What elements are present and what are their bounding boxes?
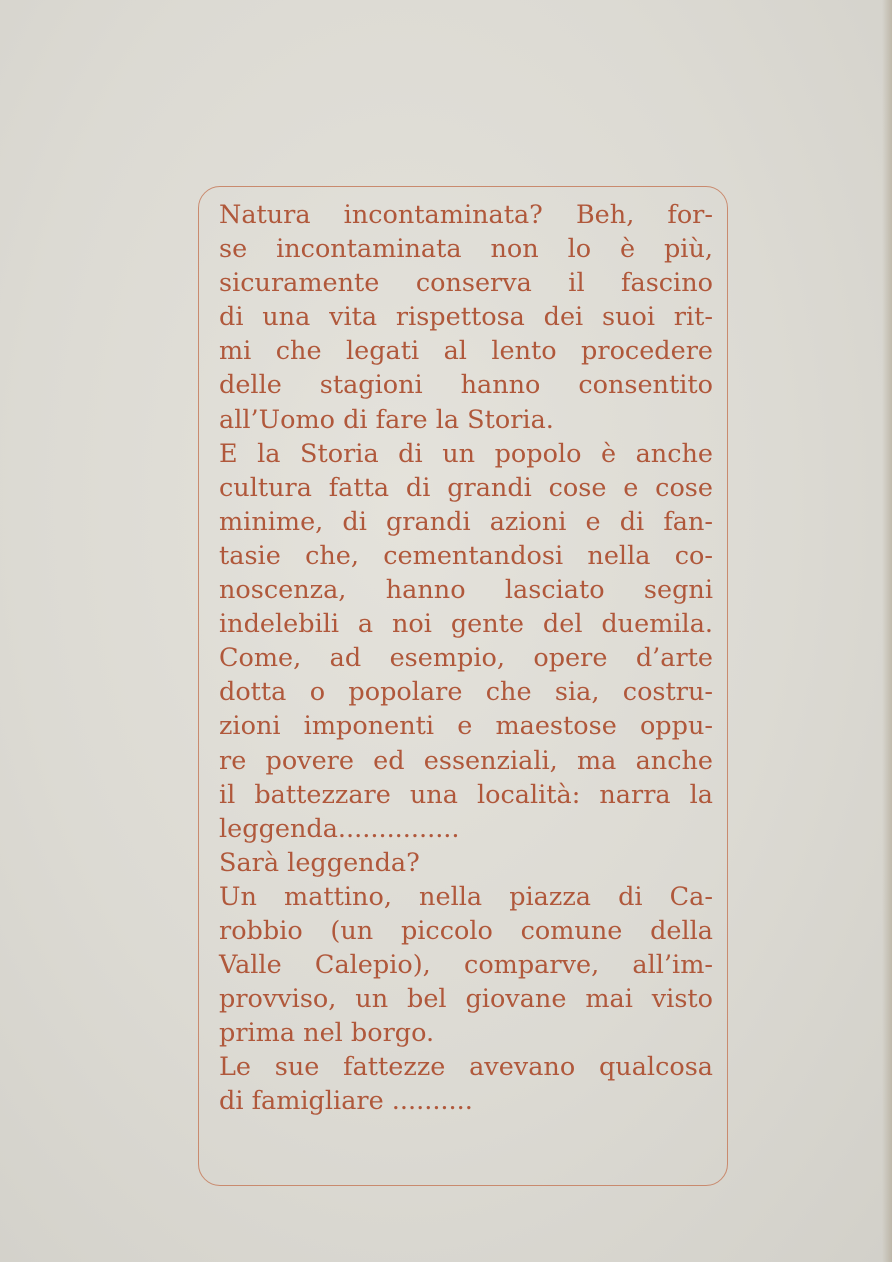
passage-line: E la Storia di un popolo è anche xyxy=(219,438,713,469)
passage-line: noscenza, hanno lasciato segni xyxy=(219,575,713,606)
passage-line: di una vita rispettosa dei suoi rit- xyxy=(219,302,713,333)
passage-line: provviso, un bel giovane mai visto xyxy=(219,984,713,1015)
passage-line: delle stagioni hanno consentito xyxy=(219,370,713,401)
passage-line: robbio (un piccolo comune della xyxy=(219,915,713,946)
passage-line: cultura fatta di grandi cose e cose xyxy=(219,472,713,503)
passage-line: zioni imponenti e maestose oppu- xyxy=(219,711,713,742)
passage-line: il battezzare una località: narra la xyxy=(219,779,713,810)
passage-line: dotta o popolare che sia, costru- xyxy=(219,677,713,708)
passage-line: all’Uomo di fare la Storia. xyxy=(219,404,554,435)
passage-line: minime, di grandi azioni e di fan- xyxy=(219,506,713,537)
passage-line: mi che legati al lento procedere xyxy=(219,336,713,367)
passage-line: sicuramente conserva il fascino xyxy=(219,268,713,299)
passage-text xyxy=(219,198,713,1119)
passage-line: Un mattino, nella piazza di Ca- xyxy=(219,881,713,912)
passage-line: Sarà leggenda? xyxy=(219,847,420,878)
passage-line: Come, ad esempio, opere d’arte xyxy=(219,643,713,674)
passage-line: Valle Calepio), comparve, all’im- xyxy=(219,950,713,981)
page-edge-shadow xyxy=(882,0,892,1262)
passage-line: Natura incontaminata? Beh, for- xyxy=(219,200,713,230)
passage-line: tasie che, cementandosi nella co- xyxy=(219,540,713,571)
passage-line: Le sue fattezze avevano qualcosa xyxy=(219,1052,713,1083)
passage-line: leggenda............... xyxy=(219,813,460,844)
passage-line: di famigliare .......... xyxy=(219,1086,473,1117)
passage-line: prima nel borgo. xyxy=(219,1018,435,1049)
passage-line: re povere ed essenziali, ma anche xyxy=(219,745,713,776)
passage-line: indelebili a noi gente del duemila. xyxy=(219,609,713,640)
passage-line: se incontaminata non lo è più, xyxy=(219,234,713,265)
